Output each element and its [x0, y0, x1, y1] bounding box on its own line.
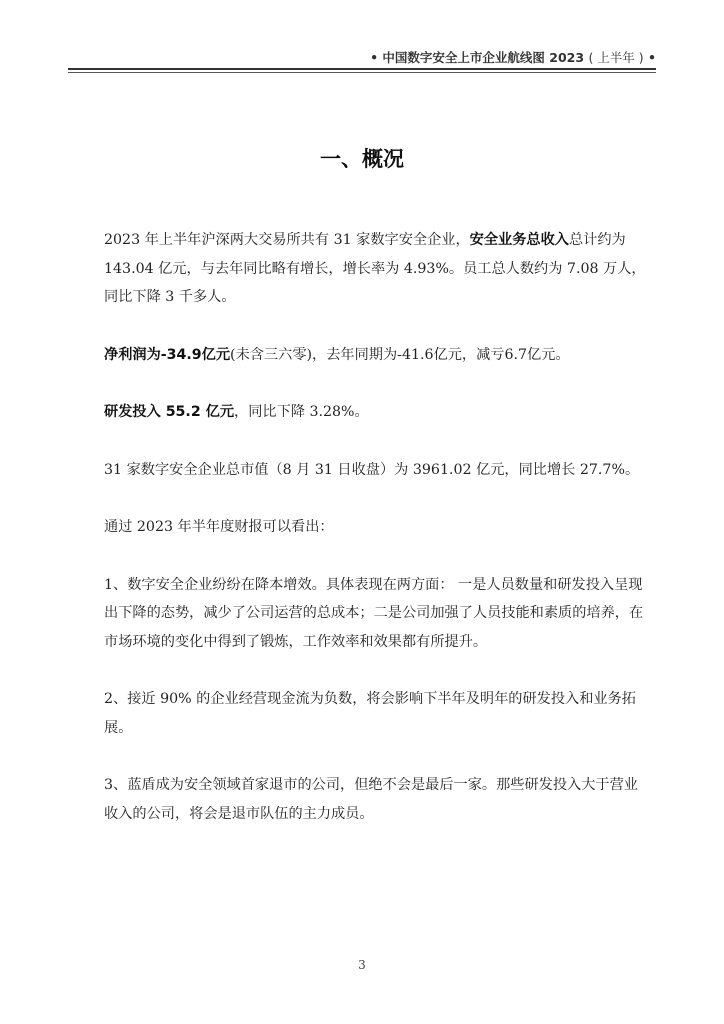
overview-text-bold: 安全业务总收入 [469, 232, 569, 248]
paragraph-point-2: 2、接近 90% 的企业经营现金流为负数，将会影响下半年及明年的研发投入和业务拓展。 [104, 691, 636, 736]
header-title [370, 48, 656, 66]
page-number: 3 [358, 958, 366, 972]
paragraph-point-1: 1、数字安全企业纷纷在降本增效。具体表现在两方面： 一是人员数量和研发投入呈现出下降的态势，减少了公司运营的总成本；二是公司加强了人员技能和素质的培养，在市场环境的变化中得到了锻炼，工作效率和效果都有所提升。 [104, 576, 644, 650]
rnd-text: ，同比下降 3.28%。 [234, 404, 369, 420]
rnd-bold: 研发投入 55.2 亿元 [104, 404, 235, 420]
section-title: 一、概况 [320, 147, 404, 171]
header-title-text: 中国数字安全上市企业航线图 2023 [382, 50, 585, 65]
paragraph-rnd [104, 398, 652, 427]
header-bullet-left: • [370, 50, 379, 65]
paragraph-net-profit [104, 341, 652, 370]
net-profit-bold: 净利润为-34.9亿元 [104, 346, 231, 363]
header-rule-thin [68, 72, 656, 73]
header-title-period: ( 上半年 ) [588, 50, 644, 65]
paragraph-market-value: 31 家数字安全企业总市值（8 月 31 日收盘）为 3961.02 亿元，同比增长 27.7%。 [104, 461, 640, 478]
net-profit-text: (未含三六零)，去年同期为-41.6亿元，减亏6.7亿元。 [230, 346, 570, 363]
paragraph-point-3: 3、蓝盾成为安全领域首家退市的公司，但绝不会是最后一家。那些研发投入大于营业收入的公司，将会是退市队伍的主力成员。 [104, 777, 638, 822]
running-header [68, 46, 656, 70]
overview-text-c: 总计约为 143.04 亿元，与去年同比略有增长，增长率为 4.93%。员工总人数约为 7.08 万人，同比下降 3 千多人。 [104, 232, 646, 305]
header-bullet-right: • [648, 50, 656, 65]
header-rule-thick [68, 68, 656, 70]
paragraph-overview [104, 226, 652, 312]
overview-text-a: 2023 年上半年沪深两大交易所共有 31 家数字安全企业， [104, 232, 470, 248]
body-text [104, 226, 652, 857]
paragraph-intro: 通过 2023 年半年度财报可以看出： [104, 519, 334, 535]
